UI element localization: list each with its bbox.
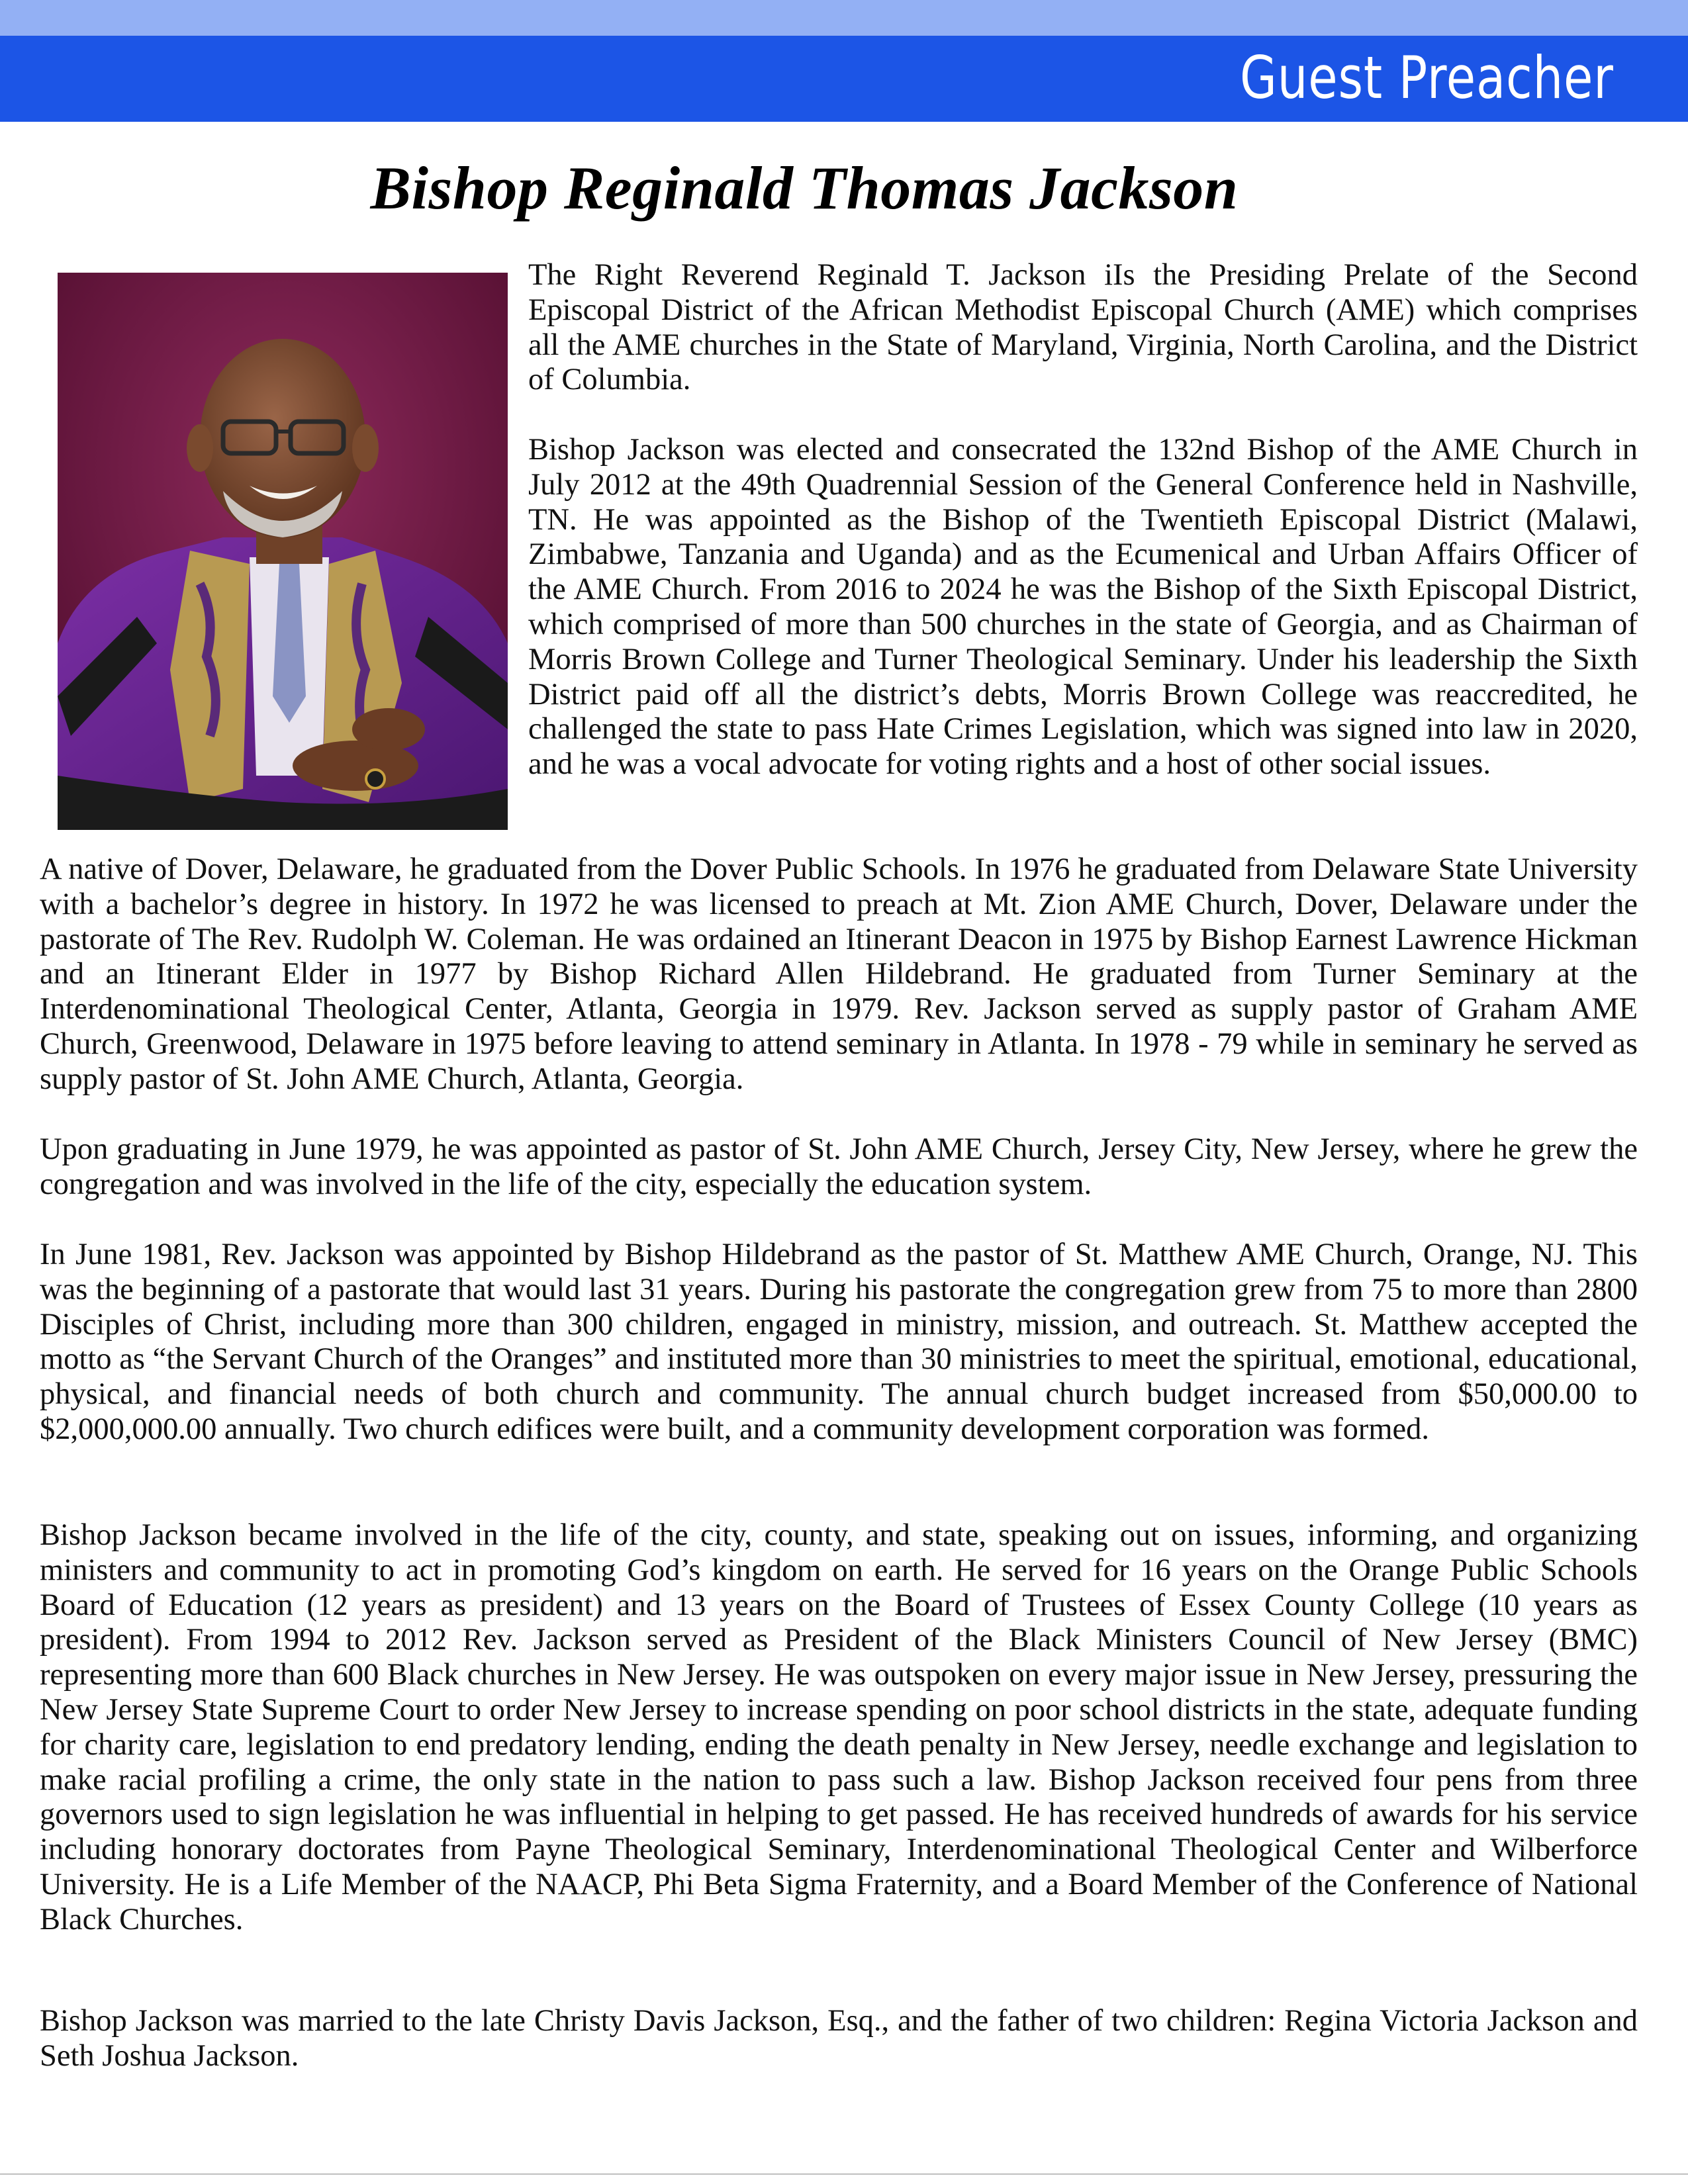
bio-paragraph-bishopric: Bishop Jackson was elected and consecrated the 132nd Bishop of the AME Church in July 2012 at the 49th Quadrennial Session of the General Conference held in Nashville, TN. He was appointed as the Bishop of the Twentieth Episcopal District (Malawi, Zimbabwe, Tanzania and Uganda) and as the Ecumenical and Urban Affairs Officer of the AME Church. From 2016 to 2024 he was the Bishop of the Sixth Episcopal District, which comprised of more than 500 churches in the state of Georgia, and as Chairman of Morris Brown College and Turner Theological Seminary. Under his leadership the Sixth District paid off all the district’s debts, Morris Brown College was reaccredited, he challenged the state to pass Hate Crimes Legislation, which was signed into law in 2020, and he was a vocal advocate for voting rights and a host of other social issues. [528, 433, 1638, 782]
bio-paragraph-intro: The Right Reverend Reginald T. Jackson iIs the Presiding Prelate of the Second Episcopal District of the African Methodist Episcopal Church (AME) which comprises all the AME churches in the State of Maryland, Virginia, North Carolina, and the District of Columbia. [528, 258, 1638, 397]
bottom-rule [0, 2173, 1688, 2175]
bio-paragraph-family: Bishop Jackson was married to the late Christy Davis Jackson, Esq., and the father of two children: Regina Victoria Jackson and Seth Joshua Jackson. [40, 2004, 1638, 2073]
bio-paragraph-community: Bishop Jackson became involved in the life of the city, county, and state, speaking out on issues, informing, and organizing ministers and community to act in promoting God’s kingdom on earth. He served for 16 years on the Orange Public Schools Board of Education (12 years as president) and 13 years on the Board of Trustees of Essex County College (10 years as president). From 1994 to 2012 Rev. Jackson served as President of the Black Ministers Council of New Jersey (BMC) representing more than 600 Black churches in New Jersey. He was outspoken on every major issue in New Jersey, pressuring the New Jersey State Supreme Court to order New Jersey to increase spending on poor school districts in the state, adequate funding for charity care, legislation to end predatory lending, ending the death penalty in New Jersey, needle exchange and legislation to make racial profiling a crime, the only state in the nation to pass such a law. Bishop Jackson received four pens from three governors used to sign legislation he was influential in helping to get passed. He has received hundreds of awards for his service including honorary doctorates from Payne Theological Seminary, Interdenominational Theological Center and Wilberforce University. He is a Life Member of the NAACP, Phi Beta Sigma Fraternity, and a Board Member of the Conference of National Black Churches. [40, 1518, 1638, 1936]
top-accent-strip [0, 0, 1688, 36]
page-title: Bishop Reginald Thomas Jackson [370, 154, 1239, 222]
header-band [0, 36, 1688, 122]
bio-paragraph-st-matthew: In June 1981, Rev. Jackson was appointed by Bishop Hildebrand as the pastor of St. Matthew AME Church, Orange, NJ. This was the beginning of a pastorate that would last 31 years. During his pastorate the congregation grew from 75 to more than 2800 Disciples of Christ, including more than 300 children, engaged in ministry, mission, and outreach. St. Matthew accepted the motto as “the Servant Church of the Oranges” and instituted more than 30 ministries to meet the spiritual, emotional, educational, physical, and financial needs of both church and community. The annual church budget increased from $50,000.00 to $2,000,000.00 annually. Two church edifices were built, and a community development corporation was formed. [40, 1238, 1638, 1446]
portrait-photo [58, 273, 508, 830]
section-label: Guest Preacher [1240, 44, 1614, 112]
bio-paragraph-jersey-city: Upon graduating in June 1979, he was appointed as pastor of St. John AME Church, Jersey City, New Jersey, where he grew the congregation and was involved in the life of the city, especially the education system. [40, 1132, 1638, 1201]
bio-paragraph-early-life: A native of Dover, Delaware, he graduated from the Dover Public Schools. In 1976 he graduated from Delaware State University with a bachelor’s degree in history. In 1972 he was licensed to preach at Mt. Zion AME Church, Dover, Delaware under the pastorate of The Rev. Rudolph W. Coleman. He was ordained an Itinerant Deacon in 1975 by Bishop Earnest Lawrence Hickman and an Itinerant Elder in 1977 by Bishop Richard Allen Hildebrand. He graduated from Turner Seminary at the Interdenominational Theological Center, Atlanta, Georgia in 1979. Rev. Jackson served as supply pastor of Graham AME Church, Greenwood, Delaware in 1975 before leaving to attend seminary in Atlanta. In 1978 - 79 while in seminary he served as supply pastor of St. John AME Church, Atlanta, Georgia. [40, 852, 1638, 1096]
